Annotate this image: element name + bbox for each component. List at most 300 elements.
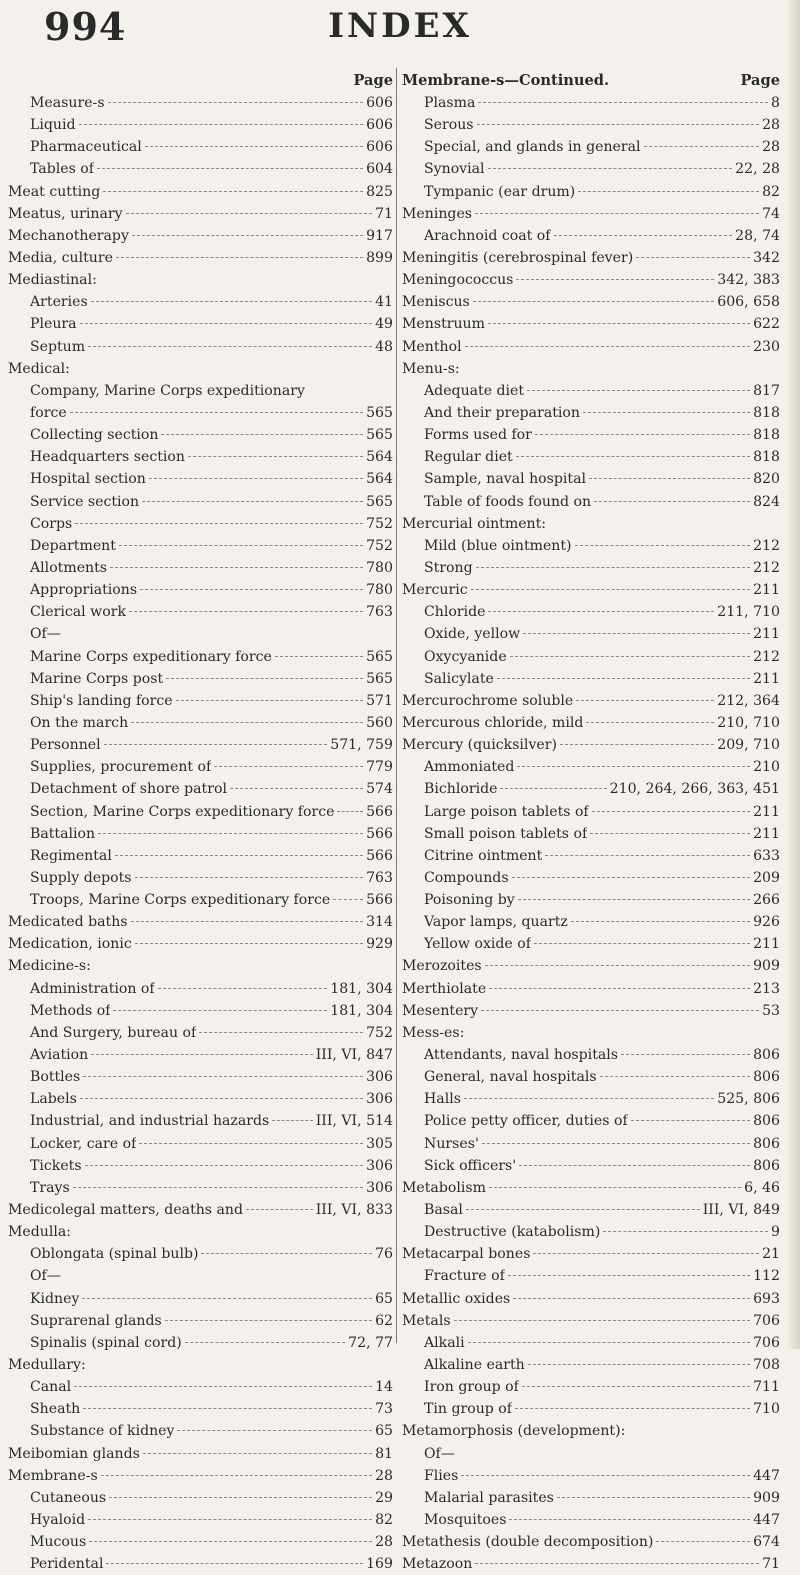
entry-page-ref: 604 bbox=[366, 161, 393, 178]
entry-page-ref: 211 bbox=[753, 670, 780, 687]
dot-leader bbox=[201, 1252, 372, 1254]
dot-leader bbox=[158, 987, 328, 989]
page-column-label: Page bbox=[353, 72, 393, 89]
index-entry bbox=[402, 579, 780, 601]
dot-leader bbox=[656, 1540, 750, 1542]
dot-leader bbox=[80, 1097, 363, 1099]
entry-page-ref: 606 bbox=[366, 117, 393, 134]
dot-leader bbox=[523, 632, 750, 634]
index-entry bbox=[402, 269, 780, 291]
dot-leader bbox=[275, 655, 363, 657]
dot-leader bbox=[603, 1230, 768, 1232]
entry-page-ref: 565 bbox=[366, 404, 393, 421]
entry-page-ref: 210, 710 bbox=[717, 714, 780, 731]
index-entry bbox=[402, 712, 780, 734]
index-entry bbox=[8, 402, 393, 424]
dot-leader bbox=[590, 832, 750, 834]
dot-leader bbox=[471, 588, 750, 590]
entry-page-ref: 8 bbox=[771, 95, 780, 111]
entry-term: Mercury (quicksilver) bbox=[402, 737, 557, 754]
entry-term: Tin group of bbox=[424, 1401, 512, 1418]
entry-term: Department bbox=[30, 537, 116, 554]
dot-leader bbox=[477, 123, 760, 125]
index-entry bbox=[402, 1420, 780, 1442]
entry-term: Troops, Marine Corps expeditionary force bbox=[30, 892, 331, 909]
dot-leader bbox=[140, 588, 363, 590]
entry-term: Oxycyanide bbox=[424, 648, 507, 665]
column-header bbox=[8, 70, 393, 92]
entry-page-ref: 212, 364 bbox=[717, 692, 780, 709]
entry-term: Membrane-s bbox=[8, 1467, 98, 1484]
entry-page-ref: III, VI, 833 bbox=[315, 1202, 393, 1219]
dot-leader bbox=[89, 1540, 372, 1542]
index-entry bbox=[402, 1088, 780, 1110]
entry-page-ref: 825 bbox=[366, 183, 393, 200]
index-entry bbox=[8, 1487, 393, 1509]
entry-page-ref: 73 bbox=[375, 1401, 393, 1418]
index-entry bbox=[8, 712, 393, 734]
entry-term: Mercurochrome soluble bbox=[402, 692, 574, 709]
entry-term: Metathesis (double decomposition) bbox=[402, 1534, 654, 1551]
dot-leader bbox=[176, 699, 363, 701]
index-entry bbox=[8, 1177, 393, 1199]
entry-term: Medicolegal matters, deaths and bbox=[8, 1202, 244, 1219]
entry-page-ref: 917 bbox=[366, 227, 393, 244]
dot-leader bbox=[135, 876, 364, 878]
entry-page-ref: III, VI, 849 bbox=[702, 1202, 780, 1219]
entry-term: Menu-s: bbox=[402, 360, 460, 377]
entry-page-ref: 71 bbox=[375, 205, 393, 222]
entry-term: Headquarters section bbox=[30, 449, 185, 466]
entry-term: Administration of bbox=[30, 980, 155, 997]
entry-page-ref: 779 bbox=[366, 759, 393, 776]
entry-page-ref: 574 bbox=[366, 781, 393, 798]
entry-term: Meninges bbox=[402, 205, 473, 222]
entry-term: Metals bbox=[402, 1312, 451, 1329]
dot-leader bbox=[126, 212, 372, 214]
index-entry bbox=[8, 756, 393, 778]
entry-term: Hyaloid bbox=[30, 1512, 86, 1528]
entry-page-ref: 21 bbox=[762, 1246, 780, 1263]
entry-term: Yellow oxide of bbox=[424, 936, 531, 953]
entry-term: Company, Marine Corps expeditionary bbox=[30, 382, 305, 399]
index-entry bbox=[402, 1044, 780, 1066]
entry-page-ref: 706 bbox=[753, 1312, 780, 1329]
entry-page-ref: 306 bbox=[366, 1091, 393, 1108]
entry-page-ref: 22, 28 bbox=[735, 161, 780, 178]
entry-page-ref: 65 bbox=[375, 1423, 393, 1440]
entry-page-ref: 571, 759 bbox=[330, 737, 393, 754]
entry-term: Table of foods found on bbox=[424, 493, 592, 510]
entry-term: Metallic oxides bbox=[402, 1290, 511, 1307]
index-entry bbox=[8, 269, 393, 291]
entry-term: Locker, care of bbox=[30, 1135, 137, 1152]
entry-page-ref: 72, 77 bbox=[348, 1334, 393, 1351]
index-entry bbox=[402, 158, 780, 180]
index-entry bbox=[402, 247, 780, 269]
entry-page-ref: III, VI, 847 bbox=[315, 1047, 393, 1064]
entry-term: Spinalis (spinal cord) bbox=[30, 1334, 182, 1351]
dot-leader bbox=[468, 1341, 750, 1343]
dot-leader bbox=[110, 566, 363, 568]
entry-term: Marine Corps expeditionary force bbox=[30, 648, 272, 665]
entry-term: Mercurial ointment: bbox=[402, 515, 547, 532]
dot-leader bbox=[515, 1407, 750, 1409]
dot-leader bbox=[177, 1429, 372, 1431]
index-entry bbox=[402, 867, 780, 889]
entry-term: Merthiolate bbox=[402, 980, 487, 997]
dot-leader bbox=[199, 1031, 363, 1033]
index-entry bbox=[402, 1000, 780, 1022]
entry-term: Flies bbox=[424, 1467, 459, 1484]
dot-leader bbox=[70, 411, 363, 413]
index-entry bbox=[8, 867, 393, 889]
entry-term: Hospital section bbox=[30, 471, 146, 488]
entry-term: Metabolism bbox=[402, 1179, 486, 1196]
entry-page-ref: 566 bbox=[366, 847, 393, 864]
entry-term: Sample, naval hospital bbox=[424, 471, 586, 488]
entry-term: Nurses' bbox=[424, 1135, 479, 1152]
entry-term: Serous bbox=[424, 117, 474, 134]
entry-page-ref: 525, 806 bbox=[717, 1091, 780, 1108]
index-entry bbox=[8, 955, 393, 977]
entry-page-ref: 824 bbox=[753, 493, 780, 510]
dot-leader bbox=[75, 522, 363, 524]
entry-term: Mild (blue ointment) bbox=[424, 537, 572, 554]
index-entry bbox=[8, 336, 393, 358]
dot-leader bbox=[545, 854, 750, 856]
entry-term: Mesentery bbox=[402, 1002, 479, 1019]
dot-leader bbox=[143, 1452, 372, 1454]
entry-term: Battalion bbox=[30, 825, 96, 842]
index-entry bbox=[8, 579, 393, 601]
dot-leader bbox=[461, 1474, 750, 1476]
entry-term: Synovial bbox=[424, 161, 485, 178]
entry-page-ref: 565 bbox=[366, 493, 393, 510]
dot-leader bbox=[576, 699, 714, 701]
dot-leader bbox=[489, 1186, 741, 1188]
continued-heading: Membrane-s—Continued. bbox=[402, 72, 610, 89]
entry-term: Citrine ointment bbox=[424, 847, 543, 864]
entry-page-ref: 76 bbox=[375, 1246, 393, 1263]
entry-page-ref: 112 bbox=[753, 1268, 780, 1285]
entry-term: On the march bbox=[30, 714, 129, 731]
index-entry bbox=[402, 690, 780, 712]
dot-leader bbox=[554, 234, 733, 236]
index-entry bbox=[8, 845, 393, 867]
dot-leader bbox=[101, 1474, 372, 1476]
index-entry bbox=[402, 823, 780, 845]
dot-leader bbox=[115, 854, 363, 856]
index-entry bbox=[8, 1044, 393, 1066]
entry-page-ref: 622 bbox=[753, 316, 780, 333]
dot-leader bbox=[508, 1274, 750, 1276]
index-entry bbox=[402, 978, 780, 1000]
index-entry bbox=[402, 203, 780, 225]
entry-page-ref: 14 bbox=[375, 1379, 393, 1396]
index-entry bbox=[402, 1221, 780, 1243]
index-entry bbox=[402, 1398, 780, 1420]
dot-leader bbox=[466, 1208, 700, 1210]
entry-page-ref: 780 bbox=[366, 582, 393, 599]
entry-page-ref: 711 bbox=[753, 1379, 780, 1396]
index-entry bbox=[402, 1465, 780, 1487]
entry-page-ref: 41 bbox=[375, 294, 393, 311]
entry-term: Malarial parasites bbox=[424, 1489, 554, 1506]
index-entry bbox=[8, 1420, 393, 1442]
entry-term: Police petty officer, duties of bbox=[424, 1113, 628, 1130]
dot-leader bbox=[454, 1319, 751, 1321]
entry-page-ref: 560 bbox=[366, 714, 393, 731]
index-entry bbox=[402, 734, 780, 756]
entry-page-ref: 210, 264, 266, 363, 451 bbox=[609, 781, 780, 798]
index-entry bbox=[402, 845, 780, 867]
index-entry bbox=[8, 1110, 393, 1132]
entry-page-ref: 169 bbox=[366, 1556, 393, 1573]
entry-page-ref: 806 bbox=[753, 1047, 780, 1064]
entry-term: Alkali bbox=[424, 1334, 465, 1351]
entry-term: Peridental bbox=[30, 1556, 104, 1573]
entry-page-ref: 571 bbox=[366, 692, 393, 709]
page-title: INDEX bbox=[328, 6, 472, 46]
dot-leader bbox=[476, 566, 750, 568]
entry-term: Measure-s bbox=[30, 95, 105, 111]
entry-term: Cutaneous bbox=[30, 1489, 107, 1506]
dot-leader bbox=[600, 1075, 751, 1077]
entry-page-ref: 211 bbox=[753, 582, 780, 599]
entry-term: Of— bbox=[424, 1445, 455, 1462]
index-entry bbox=[8, 1553, 393, 1575]
entry-page-ref: 82 bbox=[375, 1512, 393, 1528]
dot-leader bbox=[519, 1164, 750, 1166]
entry-term: General, naval hospitals bbox=[424, 1069, 597, 1086]
entry-term: Septum bbox=[30, 338, 86, 355]
entry-term: Strong bbox=[424, 559, 473, 576]
index-entry bbox=[8, 468, 393, 490]
index-entry bbox=[8, 1398, 393, 1420]
entry-page-ref: 566 bbox=[366, 892, 393, 909]
entry-term: Trays bbox=[30, 1179, 70, 1196]
entry-page-ref: 926 bbox=[753, 914, 780, 931]
index-entry bbox=[8, 1310, 393, 1332]
entry-page-ref: 752 bbox=[366, 515, 393, 532]
entry-page-ref: 929 bbox=[366, 936, 393, 953]
entry-page-ref: 606 bbox=[366, 95, 393, 111]
index-entry bbox=[402, 1332, 780, 1354]
index-entry bbox=[402, 955, 780, 977]
dot-leader bbox=[161, 433, 363, 435]
entry-term: force bbox=[30, 404, 67, 421]
entry-term: Mercurous chloride, mild bbox=[402, 714, 584, 731]
index-entry bbox=[402, 446, 780, 468]
entry-term: Tickets bbox=[30, 1157, 82, 1174]
dot-leader bbox=[518, 898, 750, 900]
index-entry bbox=[8, 203, 393, 225]
dot-leader bbox=[489, 987, 750, 989]
entry-page-ref: 181, 304 bbox=[330, 980, 393, 997]
entry-term: Plasma bbox=[424, 95, 476, 111]
index-entry bbox=[402, 1553, 780, 1575]
dot-leader bbox=[333, 898, 363, 900]
index-entry bbox=[8, 1243, 393, 1265]
index-entry bbox=[8, 446, 393, 468]
entry-term: Corps bbox=[30, 515, 73, 532]
dot-leader bbox=[475, 1562, 759, 1564]
dot-leader bbox=[230, 787, 363, 789]
index-entry bbox=[8, 1265, 393, 1287]
page-number: 994 bbox=[44, 4, 127, 49]
index-entry bbox=[8, 247, 393, 269]
entry-page-ref: 606 bbox=[366, 139, 393, 156]
entry-page-ref: 6, 46 bbox=[744, 1179, 780, 1196]
dot-leader bbox=[131, 920, 364, 922]
entry-term: Ammoniated bbox=[424, 759, 515, 776]
index-entry bbox=[8, 225, 393, 247]
entry-term: Destructive (katabolism) bbox=[424, 1224, 601, 1241]
dot-leader bbox=[534, 942, 750, 944]
entry-term: Adequate diet bbox=[424, 382, 525, 399]
index-entry bbox=[402, 801, 780, 823]
entry-page-ref: 447 bbox=[753, 1467, 780, 1484]
index-entry bbox=[8, 823, 393, 845]
index-entry bbox=[402, 778, 780, 800]
index-entry bbox=[8, 1465, 393, 1487]
entry-term: Personnel bbox=[30, 737, 101, 754]
dot-leader bbox=[73, 1186, 363, 1188]
index-entry bbox=[402, 380, 780, 402]
entry-page-ref: 710 bbox=[753, 1401, 780, 1418]
entry-page-ref: 210 bbox=[753, 759, 780, 776]
index-entry bbox=[402, 911, 780, 933]
entry-page-ref: 181, 304 bbox=[330, 1002, 393, 1019]
dot-leader bbox=[481, 1009, 759, 1011]
dot-leader bbox=[165, 1319, 372, 1321]
entry-term: Medication, ionic bbox=[8, 936, 132, 953]
entry-term: Regular diet bbox=[424, 449, 513, 466]
entry-page-ref: 65 bbox=[375, 1290, 393, 1307]
index-entry bbox=[402, 1376, 780, 1398]
index-entry bbox=[8, 1376, 393, 1398]
index-entry bbox=[402, 491, 780, 513]
entry-term: Bottles bbox=[30, 1069, 81, 1086]
entry-page-ref: 566 bbox=[366, 803, 393, 820]
dot-leader bbox=[589, 477, 750, 479]
dot-leader bbox=[475, 212, 759, 214]
entry-term: Mess-es: bbox=[402, 1024, 465, 1041]
column-header bbox=[402, 70, 780, 92]
index-entry bbox=[8, 1022, 393, 1044]
entry-term: Of— bbox=[30, 1268, 61, 1285]
index-entry bbox=[8, 136, 393, 158]
entry-term: Large poison tablets of bbox=[424, 803, 589, 820]
index-entry bbox=[8, 181, 393, 203]
entry-term: Merozoites bbox=[402, 958, 482, 975]
entry-term: Meatus, urinary bbox=[8, 205, 123, 222]
entry-page-ref: 565 bbox=[366, 427, 393, 444]
dot-leader bbox=[337, 810, 363, 812]
entry-page-ref: 28 bbox=[375, 1534, 393, 1551]
entry-list bbox=[402, 92, 780, 1575]
index-entry bbox=[8, 291, 393, 313]
entry-page-ref: 342 bbox=[753, 249, 780, 266]
entry-term: Industrial, and industrial hazards bbox=[30, 1113, 270, 1130]
dot-leader bbox=[131, 721, 363, 723]
dot-leader bbox=[535, 433, 750, 435]
entry-term: Supplies, procurement of bbox=[30, 759, 212, 776]
entry-page-ref: 564 bbox=[366, 471, 393, 488]
index-entry bbox=[402, 557, 780, 579]
entry-term: Halls bbox=[424, 1091, 461, 1108]
index-entry bbox=[8, 646, 393, 668]
dot-leader bbox=[488, 167, 733, 169]
index-entry bbox=[8, 623, 393, 645]
dot-leader bbox=[497, 677, 750, 679]
index-entry bbox=[8, 92, 393, 114]
entry-term: Section, Marine Corps expeditionary force bbox=[30, 803, 335, 820]
dot-leader bbox=[578, 190, 759, 192]
index-entry bbox=[402, 402, 780, 424]
dot-leader bbox=[116, 256, 363, 258]
entry-term: Pharmaceutical bbox=[30, 139, 142, 156]
entry-term: Arachnoid coat of bbox=[424, 227, 551, 244]
index-entry bbox=[8, 1155, 393, 1177]
dot-leader bbox=[79, 123, 364, 125]
entry-term: Special, and glands in general bbox=[424, 139, 641, 156]
dot-leader bbox=[214, 765, 363, 767]
index-entry bbox=[402, 114, 780, 136]
entry-term: Sheath bbox=[30, 1401, 81, 1418]
entry-term: Meniscus bbox=[402, 294, 470, 311]
entry-term: Vapor lamps, quartz bbox=[424, 914, 568, 931]
dot-leader bbox=[575, 544, 751, 546]
entry-page-ref: 305 bbox=[366, 1135, 393, 1152]
index-entry bbox=[8, 491, 393, 513]
entry-page-ref: 209 bbox=[753, 869, 780, 886]
index-entry bbox=[8, 601, 393, 623]
entry-term: Oblongata (spinal bulb) bbox=[30, 1246, 199, 1263]
dot-leader bbox=[500, 787, 606, 789]
index-entry bbox=[8, 668, 393, 690]
index-entry bbox=[402, 313, 780, 335]
index-entry bbox=[402, 468, 780, 490]
index-entry bbox=[8, 158, 393, 180]
entry-term: Supply depots bbox=[30, 869, 132, 886]
index-entry bbox=[402, 623, 780, 645]
dot-leader bbox=[80, 322, 373, 324]
dot-leader bbox=[465, 345, 751, 347]
entry-page-ref: 306 bbox=[366, 1179, 393, 1196]
index-entry bbox=[402, 1022, 780, 1044]
entry-term: Menthol bbox=[402, 338, 462, 355]
entry-page-ref: 213 bbox=[753, 980, 780, 997]
index-entry bbox=[8, 424, 393, 446]
entry-term: Suprarenal glands bbox=[30, 1312, 162, 1329]
entry-term: Substance of kidney bbox=[30, 1423, 175, 1440]
dot-leader bbox=[149, 477, 363, 479]
index-entry bbox=[8, 933, 393, 955]
index-entry bbox=[8, 911, 393, 933]
index-entry bbox=[8, 690, 393, 712]
entry-page-ref: 48 bbox=[375, 338, 393, 355]
entry-term: Pleura bbox=[30, 316, 77, 333]
entry-page-ref: 806 bbox=[753, 1069, 780, 1086]
entry-page-ref: 818 bbox=[753, 449, 780, 466]
entry-term: Labels bbox=[30, 1091, 77, 1108]
dot-leader bbox=[139, 1142, 363, 1144]
dot-leader bbox=[510, 655, 750, 657]
dot-leader bbox=[557, 1496, 750, 1498]
entry-term: And their preparation bbox=[424, 404, 580, 421]
